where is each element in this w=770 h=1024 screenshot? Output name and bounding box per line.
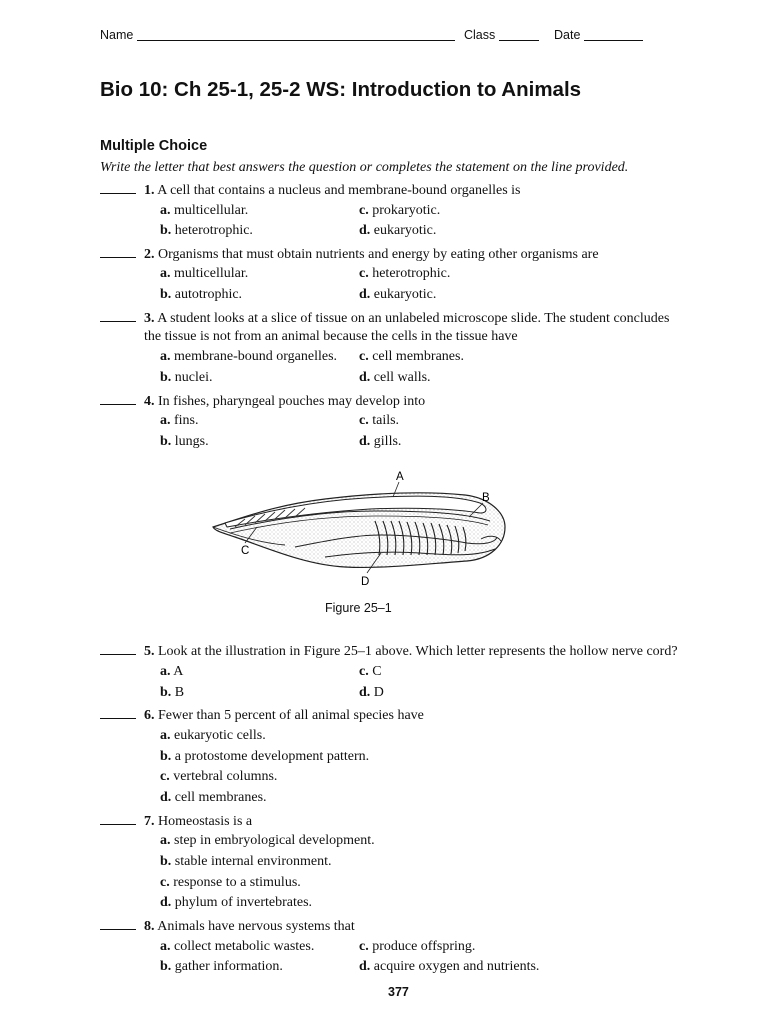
choice: b. lungs. [160,434,209,449]
choice: d. acquire oxygen and nutrients. [359,959,540,974]
choice: c. prokaryotic. [359,203,441,218]
question-number: 3. [144,311,155,326]
question-8 [100,917,355,936]
question-number: 6. [144,708,155,723]
choice: d. cell membranes. [160,790,267,805]
header-fields [100,28,660,46]
choice: d. phylum of invertebrates. [160,895,313,910]
question-number: 2. [144,247,155,262]
label-a: A [396,471,404,483]
label-b: B [482,492,490,504]
question-number: 4. [144,394,155,409]
question-6 [100,706,424,725]
question-number: 1. [144,183,155,198]
answer-blank[interactable] [100,392,136,405]
question-stem: A cell that contains a nucleus and membrane-bound organelles is [157,183,521,198]
choice: c. response to a stimulus. [160,875,301,890]
name-label: Name [100,28,134,42]
question-1 [100,181,520,200]
question-7 [100,812,252,831]
question-stem: A student looks at a slice of tissue on an unlabeled microscope slide. The student concludes [157,311,670,326]
label-d: D [361,576,370,588]
question-5 [100,642,678,661]
choice: c. C [359,664,382,679]
answer-blank[interactable] [100,706,136,719]
question-3 [100,309,669,328]
choice: b. stable internal environment. [160,854,332,869]
question-stem: Homeostasis is a [158,814,253,829]
choice: a. membrane-bound organelles. [160,349,338,364]
choice: c. vertebral columns. [160,769,278,784]
choice: b. B [160,685,185,700]
section-instructions: Write the letter that best answers the question or completes the statement on the line provided. [100,160,629,175]
chordate-diagram [205,465,515,595]
section-heading: Multiple Choice [100,138,208,154]
answer-blank[interactable] [100,181,136,194]
choice: d. gills. [359,434,402,449]
question-stem-continued: the tissue is not from an animal because the cells in the tissue have [144,329,518,344]
page-title: Bio 10: Ch 25-1, 25-2 WS: Introduction to Animals [100,78,582,101]
choice: a. fins. [160,413,199,428]
question-stem: Fewer than 5 percent of all animal species have [158,708,424,723]
choice: c. cell membranes. [359,349,464,364]
page-number: 377 [388,985,409,999]
choice: a. eukaryotic cells. [160,728,266,743]
question-stem: Look at the illustration in Figure 25–1 above. Which letter represents the hollow nerve cord? [158,644,678,659]
choice: c. tails. [359,413,400,428]
question-4 [100,392,425,411]
choice: a. multicellular. [160,203,249,218]
choice: d. eukaryotic. [359,287,437,302]
choice: c. heterotrophic. [359,266,451,281]
figure-caption: Figure 25–1 [325,601,392,615]
answer-blank[interactable] [100,812,136,825]
label-c: C [241,545,250,557]
choice: d. D [359,685,384,700]
question-stem: Animals have nervous systems that [157,919,355,934]
choice: a. multicellular. [160,266,249,281]
question-stem: Organisms that must obtain nutrients and energy by eating other organisms are [158,247,599,262]
choice: d. eukaryotic. [359,223,437,238]
question-2 [100,245,599,264]
chordate-figure [205,465,515,595]
date-line[interactable] [584,28,643,41]
choice: a. A [160,664,184,679]
answer-blank[interactable] [100,245,136,258]
choice: d. cell walls. [359,370,431,385]
question-stem: In fishes, pharyngeal pouches may develop into [158,394,426,409]
question-number: 5. [144,644,155,659]
choice: b. nuclei. [160,370,213,385]
answer-blank[interactable] [100,309,136,322]
answer-blank[interactable] [100,642,136,655]
class-label: Class [464,28,496,42]
choice: a. step in embryological development. [160,833,375,848]
choice: a. collect metabolic wastes. [160,939,315,954]
date-label: Date [554,28,581,42]
answer-blank[interactable] [100,917,136,930]
question-number: 8. [144,919,155,934]
choice: c. produce offspring. [359,939,476,954]
class-line[interactable] [499,28,539,41]
choice: b. gather information. [160,959,283,974]
choice: b. a protostome development pattern. [160,749,370,764]
choice: b. heterotrophic. [160,223,253,238]
name-line[interactable] [137,28,455,41]
choice: b. autotrophic. [160,287,243,302]
question-number: 7. [144,814,155,829]
